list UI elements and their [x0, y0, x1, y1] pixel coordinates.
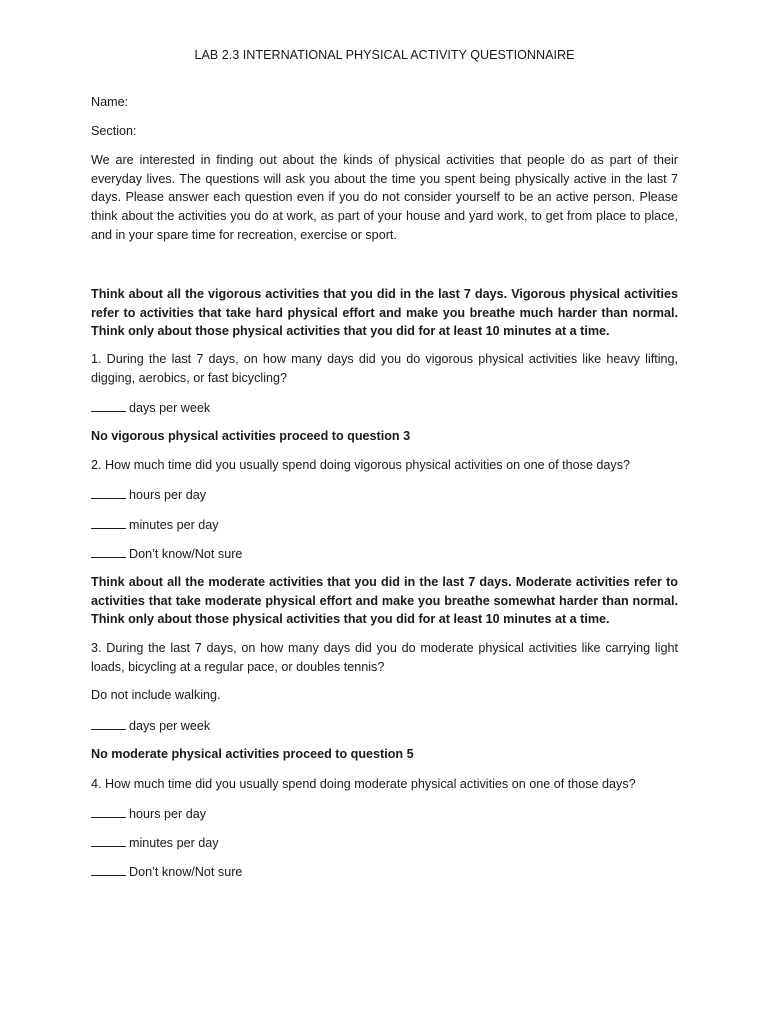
- q2-hours-row: [91, 485, 678, 505]
- question-2: 2. How much time did you usually spend doing vigorous physical activities on one of those days?: [91, 458, 631, 472]
- name-label: Name:: [91, 95, 129, 109]
- q1-skip-instruction: No vigorous physical activities proceed to question 3: [91, 429, 411, 443]
- vigorous-instructions: Think about all the vigorous activities that you did in the last 7 days. Vigorous physical activities refer to activities that take hard physical effort and make you breathe much harder than normal. Think only about those physical activities that you did for at least 10 minutes at a time.: [91, 287, 678, 339]
- q4-unsure-row: [91, 862, 678, 882]
- q2-unsure-row: [91, 544, 678, 564]
- q1-answer-blank[interactable]: [91, 398, 126, 412]
- q4-hours-label: hours per day: [129, 807, 207, 821]
- q2-minutes-label: minutes per day: [129, 518, 219, 532]
- q4-minutes-row: [91, 833, 678, 853]
- q2-unsure-label: Don’t know/Not sure: [129, 547, 243, 561]
- question-3: 3. During the last 7 days, on how many days did you do moderate physical activities like carrying light loads, bicycling at a regular pace, or doubles tennis?: [91, 641, 678, 674]
- q4-hours-blank[interactable]: [91, 804, 126, 818]
- q2-hours-blank[interactable]: [91, 485, 126, 499]
- q3-answer-row: [91, 716, 678, 736]
- q4-minutes-label: minutes per day: [129, 836, 219, 850]
- q3-answer-label: days per week: [129, 719, 211, 733]
- question-1: 1. During the last 7 days, on how many days did you do vigorous physical activities like heavy lifting, digging, aerobics, or fast bicycling?: [91, 352, 678, 385]
- moderate-instructions: Think about all the moderate activities that you did in the last 7 days. Moderate activities refer to activities that take moderate physical effort and make you breathe somewhat harder than normal. Think only about those physical activities that you did for at least 10 minutes at a time.: [91, 575, 678, 627]
- document-title: LAB 2.3 INTERNATIONAL PHYSICAL ACTIVITY QUESTIONNAIRE: [194, 48, 575, 62]
- q2-hours-label: hours per day: [129, 488, 207, 502]
- q2-minutes-row: [91, 515, 678, 535]
- q3-answer-blank[interactable]: [91, 716, 126, 730]
- q3-skip-instruction: No moderate physical activities proceed to question 5: [91, 747, 414, 761]
- q4-hours-row: [91, 804, 678, 824]
- q1-answer-label: days per week: [129, 401, 211, 415]
- q3-note: Do not include walking.: [91, 688, 221, 702]
- intro-paragraph: We are interested in finding out about the kinds of physical activities that people do as part of their everyday lives. The questions will ask you about the time you spent being physically active in the last 7 days. Please answer each question even if you do not consider yourself to be an active person. Please think about the activities you do at work, as part of your house and yard work, to get from place to place, and in your spare time for recreation, exercise or sport.: [91, 153, 678, 242]
- q4-minutes-blank[interactable]: [91, 833, 126, 847]
- question-4: 4. How much time did you usually spend doing moderate physical activities on one of those days?: [91, 777, 636, 791]
- q2-unsure-blank[interactable]: [91, 544, 126, 558]
- q4-unsure-blank[interactable]: [91, 862, 126, 876]
- section-label: Section:: [91, 124, 137, 138]
- q4-unsure-label: Don’t know/Not sure: [129, 865, 243, 879]
- q2-minutes-blank[interactable]: [91, 515, 126, 529]
- q1-answer-row: [91, 398, 678, 418]
